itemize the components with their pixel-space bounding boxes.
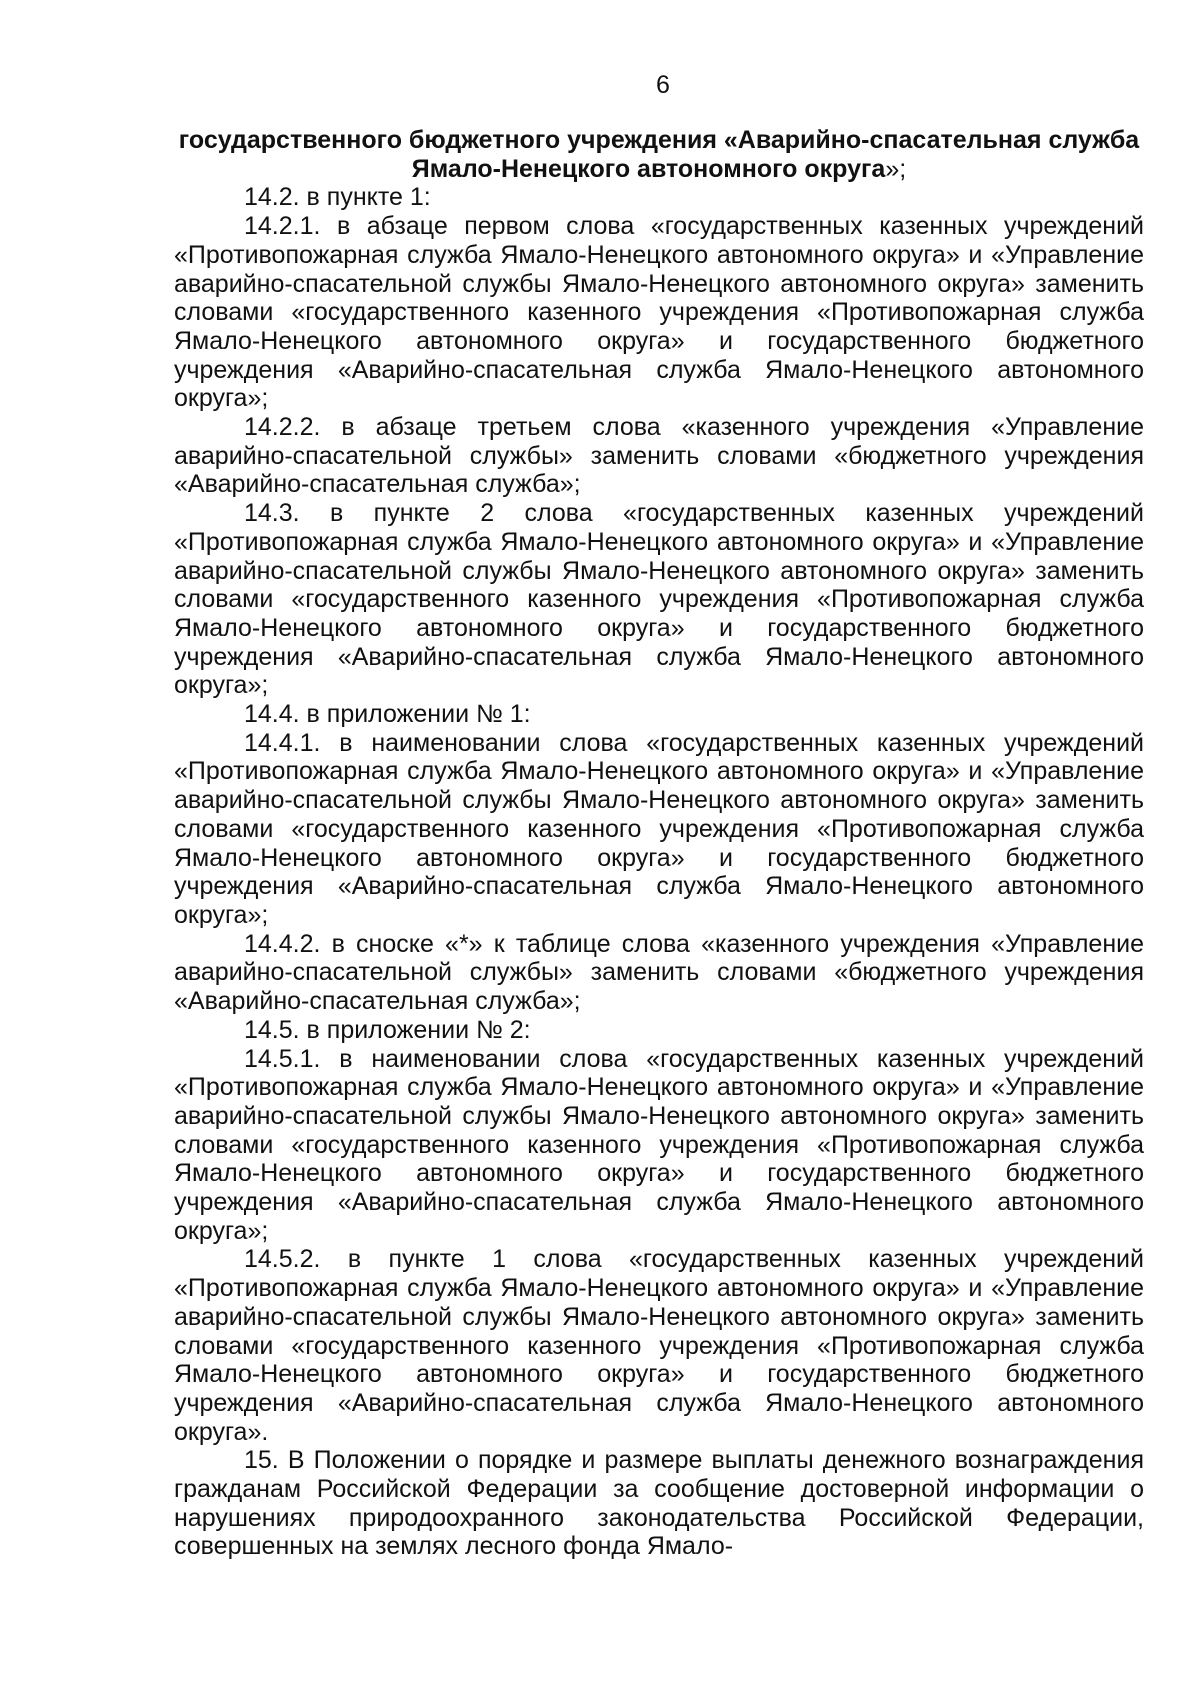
paragraph-15: 15. В Положении о порядке и размере выплаты денежного вознаграждения гражданам Российской Федерации за сообщение достоверной информации о нарушениях природоохранного законодательства Российской Федерации, совершенных на землях лесного фонда Ямало- bbox=[174, 1446, 1144, 1561]
paragraph-14-4: 14.4. в приложении № 1: bbox=[244, 700, 531, 729]
heading-continuation bbox=[174, 126, 1144, 183]
page-number: 6 bbox=[656, 71, 670, 99]
document-body bbox=[174, 126, 1144, 1561]
paragraph-14-4-1: 14.4.1. в наименовании слова «государственных казенных учреждений «Противопожарная служба Ямало-Ненецкого автономного округа» и «Управление аварийно-спасательной службы Ямало-Ненецкого автономного округа» заменить словами «государственного казенного учреждения «Противопожарная служба Ямало-Ненецкого автономного округа» и государственного бюджетного учреждения «Аварийно-спасательная служба Ямало-Ненецкого автономного округа»; bbox=[174, 728, 1144, 929]
heading-bold-text: государственного бюджетного учреждения «Аварийно-спасательная служба Ямало-Ненецкого автономного округа bbox=[178, 126, 1140, 183]
paragraph-14-2-2: 14.2.2. в абзаце третьем слова «казенного учреждения «Управление аварийно-спасательной службы» заменить словами «бюджетного учреждения «Аварийно-спасательная служба»; bbox=[174, 413, 1144, 499]
paragraph-14-2-1: 14.2.1. в абзаце первом слова «государственных казенных учреждений «Противопожарная служба Ямало-Ненецкого автономного округа» и «Управление аварийно-спасательной службы Ямало-Ненецкого автономного округа» заменить словами «государственного казенного учреждения «Противопожарная служба Ямало-Ненецкого автономного округа» и государственного бюджетного учреждения «Аварийно-спасательная служба Ямало-Ненецкого автономного округа»; bbox=[174, 212, 1144, 413]
paragraph-14-5-1: 14.5.1. в наименовании слова «государственных казенных учреждений «Противопожарная служба Ямало-Ненецкого автономного округа» и «Управление аварийно-спасательной службы Ямало-Ненецкого автономного округа» заменить словами «государственного казенного учреждения «Противопожарная служба Ямало-Ненецкого автономного округа» и государственного бюджетного учреждения «Аварийно-спасательная служба Ямало-Ненецкого автономного округа»; bbox=[174, 1044, 1144, 1245]
heading-tail-text: »; bbox=[885, 154, 907, 183]
paragraph-14-3: 14.3. в пункте 2 слова «государственных казенных учреждений «Противопожарная служба Ямало-Ненецкого автономного округа» и «Управление аварийно-спасательной службы Ямало-Ненецкого автономного округа» заменить словами «государственного казенного учреждения «Противопожарная служба Ямало-Ненецкого автономного округа» и государственного бюджетного учреждения «Аварийно-спасательная служба Ямало-Ненецкого автономного округа»; bbox=[174, 499, 1144, 700]
paragraph-14-5: 14.5. в приложении № 2: bbox=[244, 1015, 531, 1044]
paragraph-14-2: 14.2. в пункте 1: bbox=[244, 183, 431, 212]
paragraph-14-5-2: 14.5.2. в пункте 1 слова «государственных казенных учреждений «Противопожарная служба Ямало-Ненецкого автономного округа» и «Управление аварийно-спасательной службы Ямало-Ненецкого автономного округа» заменить словами «государственного казенного учреждения «Противопожарная служба Ямало-Ненецкого автономного округа» и государственного бюджетного учреждения «Аварийно-спасательная служба Ямало-Ненецкого автономного округа». bbox=[174, 1245, 1144, 1446]
paragraph-14-4-2: 14.4.2. в сноске «*» к таблице слова «казенного учреждения «Управление аварийно-спасательной службы» заменить словами «бюджетного учреждения «Аварийно-спасательная служба»; bbox=[174, 929, 1144, 1016]
